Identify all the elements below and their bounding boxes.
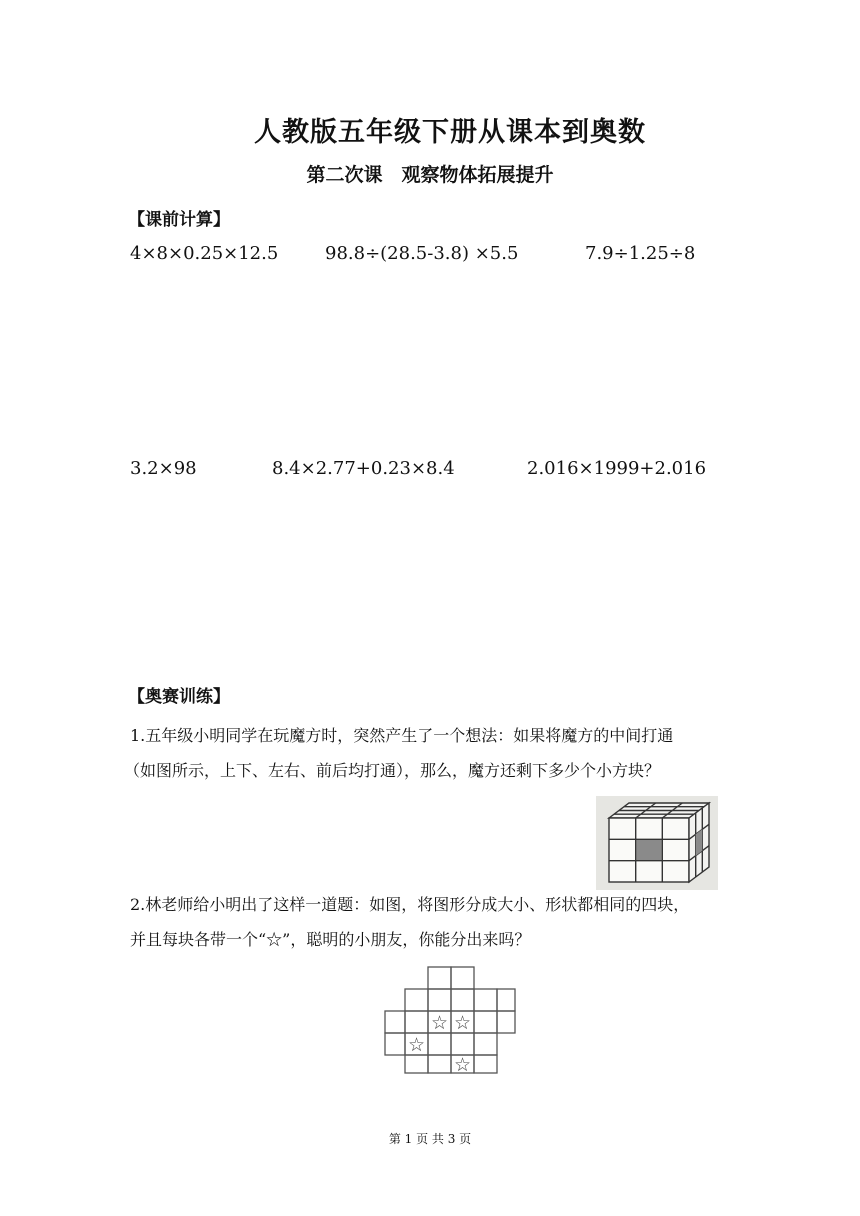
problem1-line2: （如图所示，上下、左右、前后均打通），那么，魔方还剩下多少个小方块？ xyxy=(124,761,661,780)
problem2-line2: 并且每块各带一个“☆”，聪明的小朋友，你能分出来吗？ xyxy=(130,930,531,949)
star-grid-drawing xyxy=(380,962,520,1076)
star-icon: ☆ xyxy=(407,1034,426,1056)
problem1-line1: 1.五年级小明同学在玩魔方时，突然产生了一个想法：如果将魔方的中间打通 xyxy=(130,726,674,745)
lesson-subtitle: 第二次课 观察物体拓展提升 xyxy=(306,164,554,186)
olympiad-heading: 【奥赛训练】 xyxy=(128,687,230,707)
pre-class-heading: 【课前计算】 xyxy=(128,210,230,230)
star-icon: ☆ xyxy=(430,1012,449,1034)
expression-4: 3.2×98 xyxy=(130,458,197,479)
expression-6: 2.016×1999+2.016 xyxy=(527,458,707,479)
expression-1: 4×8×0.25×12.5 xyxy=(130,243,279,264)
expression-3: 7.9÷1.25÷8 xyxy=(585,243,696,264)
problem2-line1: 2.林老师给小明出了这样一道题：如图，将图形分成大小、形状都相同的四块， xyxy=(130,895,690,914)
star-icon: ☆ xyxy=(453,1012,472,1034)
expression-5: 8.4×2.77+0.23×8.4 xyxy=(272,458,455,479)
rubiks-cube-figure xyxy=(596,796,718,890)
shaded-center-front xyxy=(637,840,662,860)
rubiks-cube-drawing xyxy=(596,796,718,890)
star-grid-figure xyxy=(380,962,520,1076)
page-title: 人教版五年级下册从课本到奥数 xyxy=(254,117,646,148)
page-footer: 第 1 页 共 3 页 xyxy=(388,1132,472,1146)
star-icon: ☆ xyxy=(453,1054,472,1076)
expression-2: 98.8÷(28.5-3.8) ×5.5 xyxy=(325,243,519,264)
